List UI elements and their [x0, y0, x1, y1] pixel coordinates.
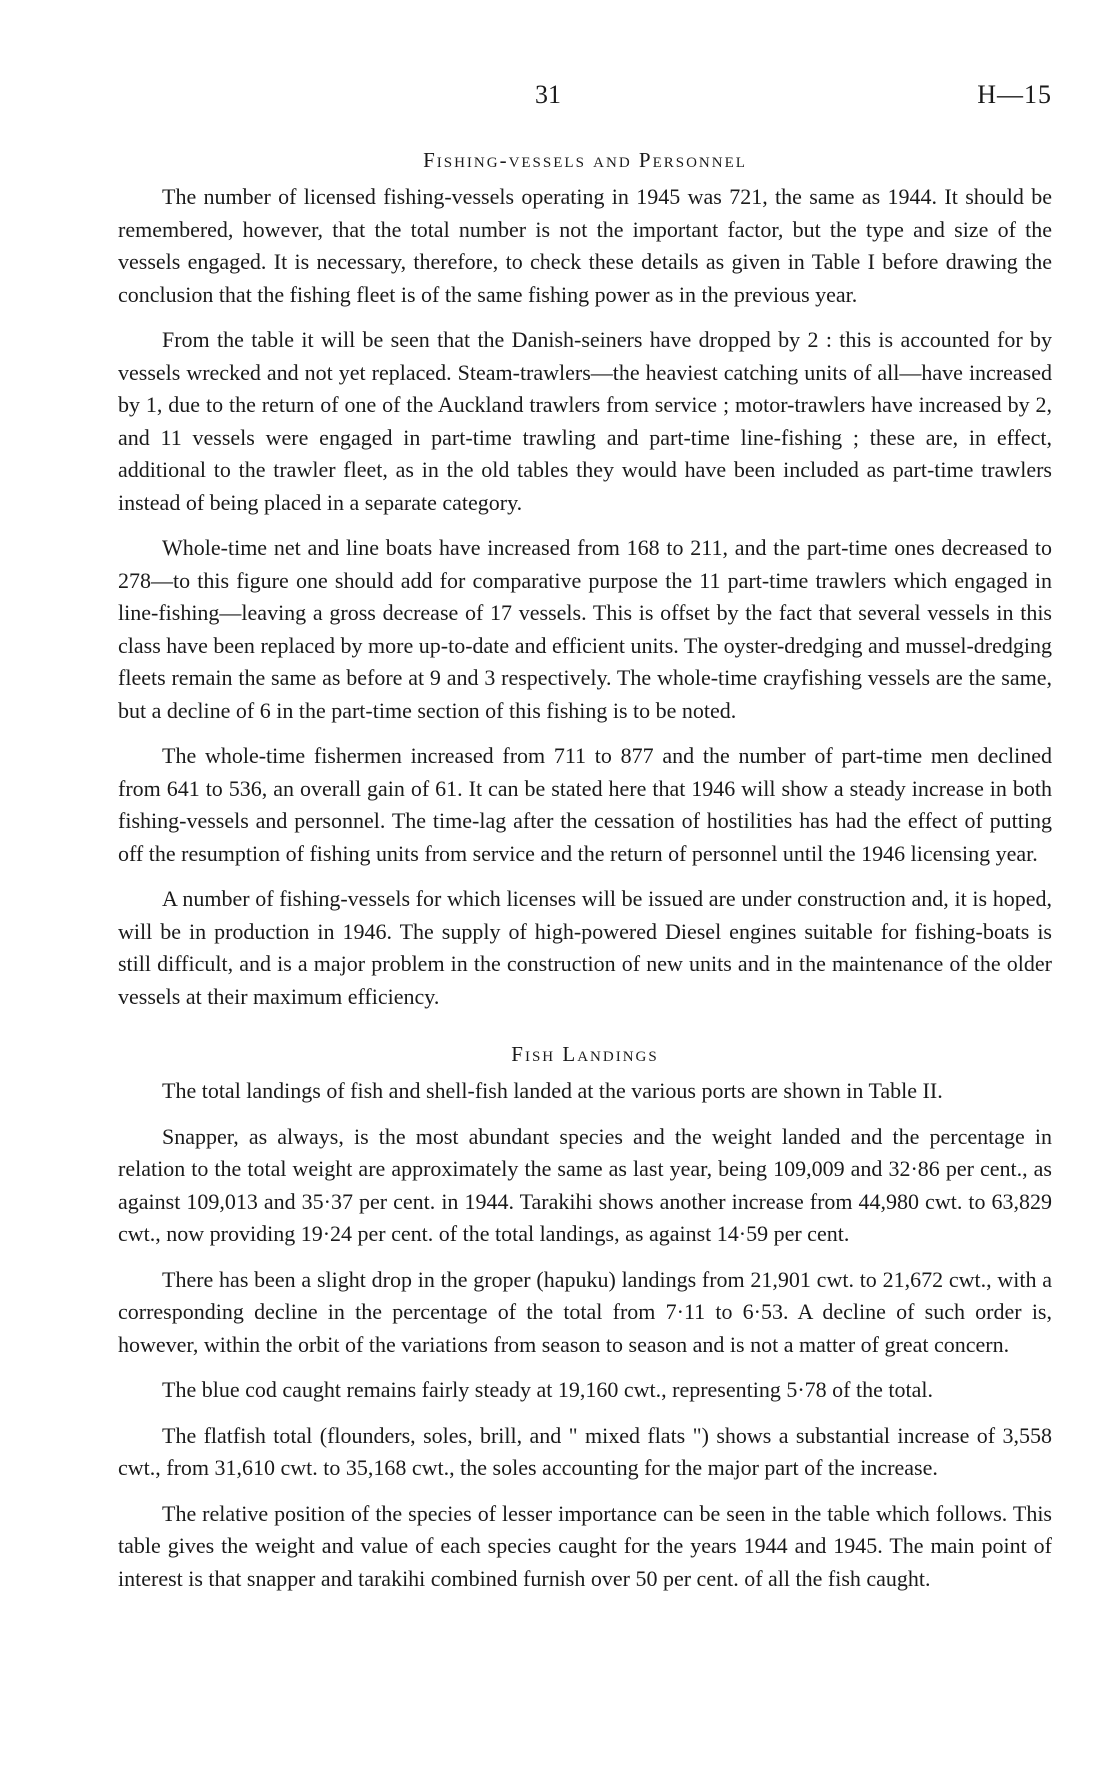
- paragraph: The blue cod caught remains fairly steady at 19,160 cwt., representing 5·78 of the total.: [162, 1377, 933, 1402]
- paragraph: The whole-time fishermen increased from 711 to 877 and the number of part-time men declined from 641 to 536, an overall gain of 61. It can be stated here that 1946 will show a steady increase in both fishing-vessels and personnel. The time-lag after the cessation of hostilities has had the effect of putting off the resumption of fishing units from service and the return of personnel until the 1946 licensing year.: [118, 743, 1052, 866]
- document-reference: H—15: [977, 80, 1052, 109]
- paragraph: From the table it will be seen that the Danish-seiners have dropped by 2 : this is accounted for by vessels wrecked and not yet replaced. Steam-trawlers—the heaviest catching units of all—have increased by 1, due to the return of one of the Auckland trawlers from service ; motor-trawlers have increased by 2, and 11 vessels were engaged in part-time trawling and part-time line-fishing ; these are, in effect, additional to the trawler fleet, as in the old tables they would have been included as part-time trawlers instead of being placed in a separate category.: [118, 327, 1052, 515]
- paragraph: The number of licensed fishing-vessels operating in 1945 was 721, the same as 1944. It should be remembered, however, that the total number is not the important factor, but the type and size of the vessels engaged. It is necessary, therefore, to check these details as given in Table I before drawing the conclusion that the fishing fleet is of the same fishing power as in the previous year.: [118, 184, 1052, 307]
- paragraph: There has been a slight drop in the groper (hapuku) landings from 21,901 cwt. to 21,672 cwt., with a corresponding decline in the percentage of the total from 7·11 to 6·53. A decline of such order is, however, within the orbit of the variations from season to season and is not a matter of great concern.: [118, 1266, 1052, 1357]
- paragraph: The relative position of the species of lesser importance can be seen in the table which follows. This table gives the weight and value of each species caught for the years 1944 and 1945. The main point of interest is that snapper and tarakihi combined furnish over 50 per cent. of all the fish caught.: [118, 1500, 1052, 1591]
- paragraph: Snapper, as always, is the most abundant species and the weight landed and the percentage in relation to the total weight are approximately the same as last year, being 109,009 and 32·86 per cent., as against 109,013 and 35·37 per cent. in 1944. Tarakihi shows another increase from 44,980 cwt. to 63,829 cwt., now providing 19·24 per cent. of the total landings, as against 14·59 per cent.: [118, 1123, 1052, 1246]
- page-header: [0, 80, 1114, 120]
- page-number: 31: [535, 80, 561, 109]
- paragraph: A number of fishing-vessels for which licenses will be issued are under construction and, it is hoped, will be in production in 1946. The supply of high-powered Diesel engines suitable for fishing-boats is still difficult, and is a major problem in the construction of new units and in the maintenance of the older vessels at their maximum efficiency.: [118, 886, 1052, 1009]
- section-heading-fishing-vessels: Fishing-vessels and Personnel: [423, 148, 747, 172]
- paragraph: The flatfish total (flounders, soles, brill, and " mixed flats ") shows a substantial increase of 3,558 cwt., from 31,610 cwt. to 35,168 cwt., the soles accounting for the major part of the increase.: [118, 1422, 1052, 1480]
- paragraph: The total landings of fish and shell-fish landed at the various ports are shown in Table II.: [162, 1078, 943, 1103]
- paragraph: Whole-time net and line boats have increased from 168 to 211, and the part-time ones decreased to 278—to this figure one should add for comparative purpose the 11 part-time trawlers which engaged in line-fishing—leaving a gross decrease of 17 vessels. This is offset by the fact that several vessels in this class have been replaced by more up-to-date and efficient units. The oyster-dredging and mussel-dredging fleets remain the same as before at 9 and 3 respectively. The whole-time crayfishing vessels are the same, but a decline of 6 in the part-time section of this fishing is to be noted.: [118, 535, 1052, 723]
- page-body: [118, 145, 1052, 1608]
- section-heading-fish-landings: Fish Landings: [511, 1042, 659, 1066]
